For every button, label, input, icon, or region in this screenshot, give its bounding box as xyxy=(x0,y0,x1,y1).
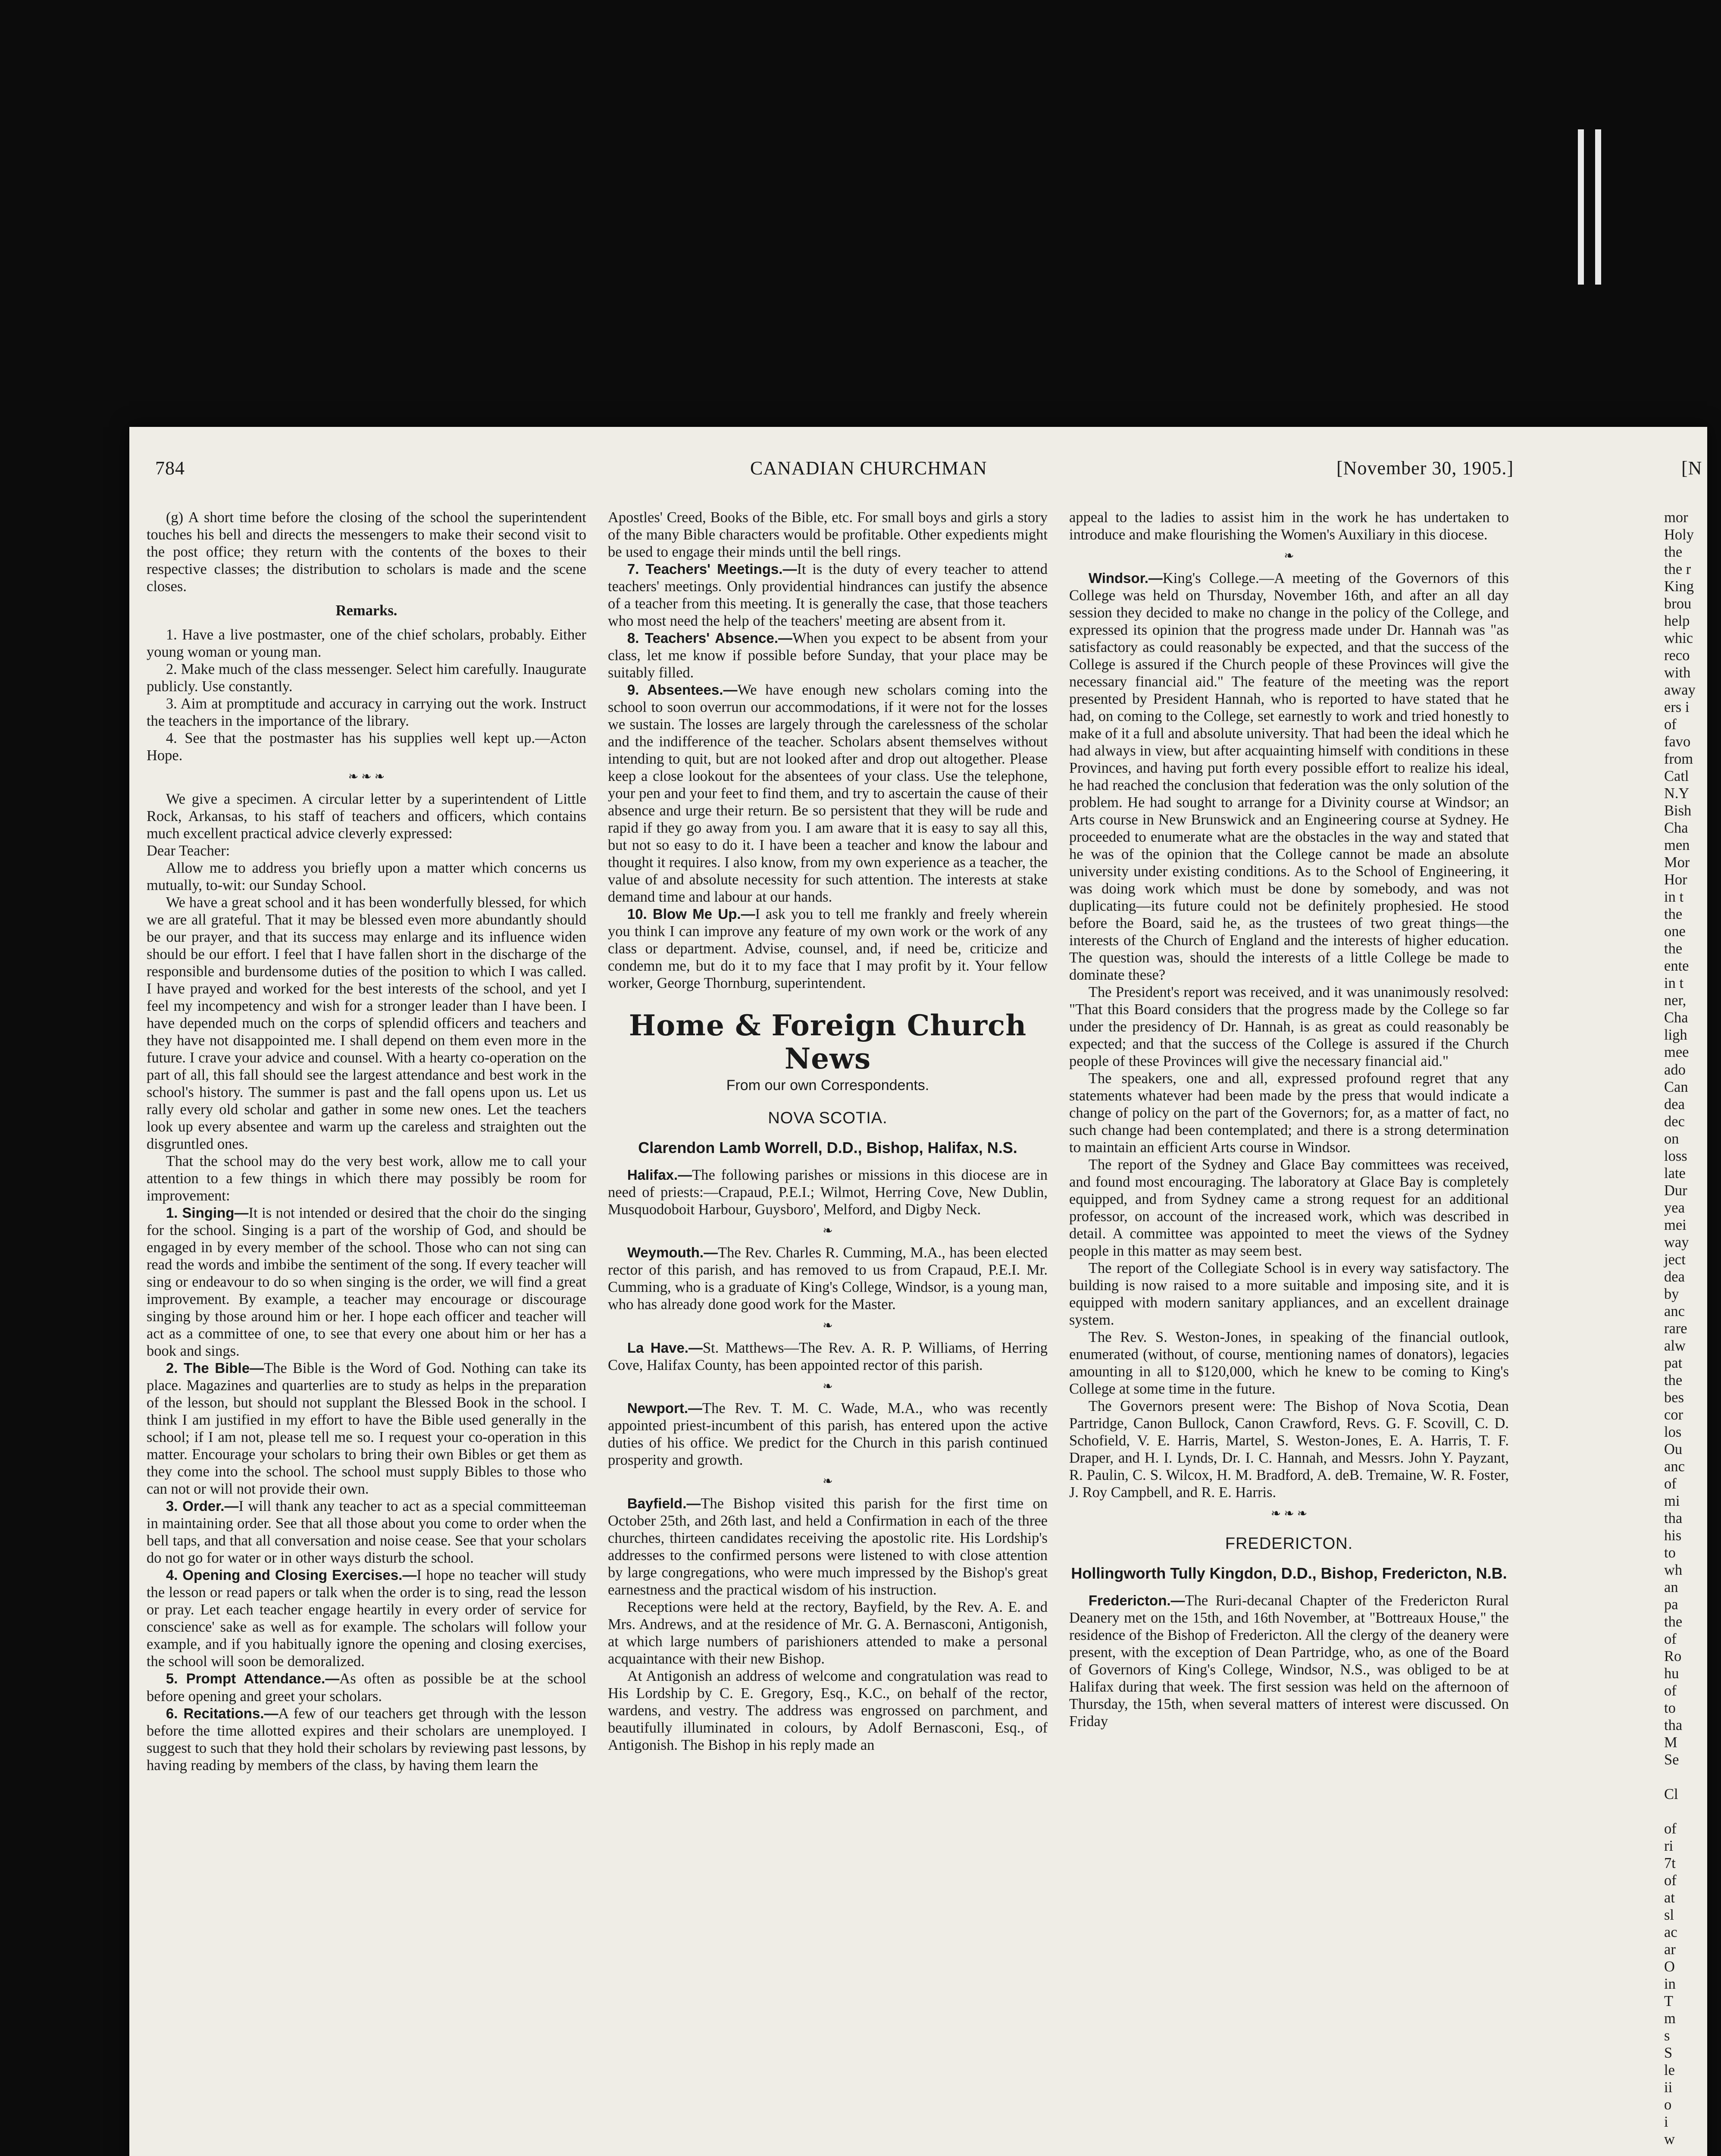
column-2 xyxy=(608,509,1048,1754)
fragment-line: mi xyxy=(1664,1492,1680,1509)
item-title: 9. Absentees.— xyxy=(627,682,738,698)
paragraph: Newport.—The Rev. T. M. C. Wade, M.A., who was recently appointed priest-incumbent of this parish, has entered upon the active duties of his office. We predict for the Church in this parish continued prosperity and growth. xyxy=(608,1400,1048,1469)
item-title: 6. Recitations.— xyxy=(166,1705,278,1721)
fragment-line: loss xyxy=(1664,1147,1687,1164)
fragment-line: Dur xyxy=(1664,1182,1687,1199)
item-title: 3. Order.— xyxy=(166,1498,239,1514)
fragment-line: the xyxy=(1664,906,1683,923)
paragraph: Allow me to address you briefly upon a matter which concerns us mutually, to-wit: our Sunday School. xyxy=(147,859,586,893)
paragraph: 10. Blow Me Up.—I ask you to tell me frankly and freely wherein you think I can improve any feature of my own work or the work of any class or department. Advise, counsel, and, if need be, criticize and condemn me, but do it to my face that I may profit by it. Your fellow worker, George Thornburg, superintendent. xyxy=(608,906,1048,992)
fragment-line: in t xyxy=(1664,975,1684,992)
fragment-line: brou xyxy=(1664,595,1692,612)
fragment-line: dea xyxy=(1664,1096,1685,1112)
fragment-line: mee xyxy=(1664,1044,1689,1061)
fragment-line: to xyxy=(1664,1700,1676,1717)
fragment-line: S xyxy=(1664,2045,1673,2062)
fragment-line: ar xyxy=(1664,1941,1676,1958)
diocese-heading: FREDERICTON. xyxy=(1225,1534,1353,1553)
paragraph: Weymouth.—The Rev. Charles R. Cumming, M.A., has been elected rector of this parish, and has removed to us from Crapaud, P.E.I. Mr. Cumming, who is a graduate of King's College, Windsor, is a young man, who has already done good work for the Master. xyxy=(608,1244,1048,1313)
fragment-line: ers i xyxy=(1664,699,1690,716)
remarks-heading: Remarks. xyxy=(335,602,397,619)
fragment-line: mei xyxy=(1664,1216,1687,1233)
paragraph: Apostles' Creed, Books of the Bible, etc. For small boys and girls a story of the many Bible characters would be profitable. Other expedients might be used to engage their minds until the bell rings. xyxy=(608,509,1048,561)
fragment-line: M xyxy=(1664,1734,1677,1751)
fragment-line: le xyxy=(1664,2062,1675,2079)
fragment-line: anc xyxy=(1664,1303,1685,1319)
fragment-line: men xyxy=(1664,837,1690,854)
fragment-line: pat xyxy=(1664,1354,1683,1371)
newspaper-page xyxy=(129,427,1707,2156)
fragment-line: in xyxy=(1664,1976,1676,1993)
bishop-heading: Clarendon Lamb Worrell, D.D., Bishop, Halifax, N.S. xyxy=(638,1139,1017,1157)
page-header xyxy=(129,457,1707,496)
item-title: Bayfield.— xyxy=(627,1495,701,1511)
ornament: ❧ ❧ ❧ xyxy=(1270,1507,1308,1521)
paragraph: 2. Make much of the class messenger. Select him carefully. Inaugurate publicly. Use constantly. xyxy=(147,661,586,695)
fragment-line: Cha xyxy=(1664,1009,1688,1026)
fragment-line: ado xyxy=(1664,1061,1686,1078)
fragment-line: whic xyxy=(1664,630,1693,647)
fragment-line: m xyxy=(1664,2010,1676,2027)
fragment-line: one xyxy=(1664,923,1686,940)
fragment-line: his xyxy=(1664,1527,1682,1544)
fragment-line: way xyxy=(1664,1234,1689,1250)
fragment-line: of xyxy=(1664,1683,1677,1699)
fragment-line: hu xyxy=(1664,1665,1679,1682)
fragment-line: Bish xyxy=(1664,802,1692,819)
fragment-line: los xyxy=(1664,1423,1682,1440)
paragraph: Receptions were held at the rectory, Bayfield, by the Rev. A. E. and Mrs. Andrews, and at the residence of Mr. G. A. Bernasconi, Antigonish, at which large numbers of parishioners attended to make a personal acquaintance with their new Bishop. xyxy=(608,1598,1048,1667)
fragment-line: yea xyxy=(1664,1199,1685,1216)
fragment-line: O xyxy=(1664,1959,1675,1975)
paragraph: 3. Aim at promptitude and accuracy in carrying out the work. Instruct the teachers in the importance of the library. xyxy=(147,696,586,730)
ornament: ❧ xyxy=(823,1319,833,1333)
fragment-line xyxy=(1664,1768,1707,1786)
fragment-line: in t xyxy=(1664,889,1684,906)
paragraph: Bayfield.—The Bishop visited this parish for the first time on October 25th, and 26th last, and held a Confirmation in each of the three churches, thirteen candidates receiving the apostolic rite. His Lordship's addresses to the confirmed persons were listened to with close attention by large congregations, who were much impressed by the Bishop's great earnestness and the practical wisdom of his instruction. xyxy=(608,1495,1048,1598)
fragment-line: the r xyxy=(1664,561,1691,578)
fragment-line: ri xyxy=(1664,1838,1674,1855)
fragment-line: dec xyxy=(1664,1113,1685,1130)
fragment-line: help xyxy=(1664,613,1690,630)
fragment-line: Se xyxy=(1664,1752,1679,1768)
fragment-line: the xyxy=(1664,940,1683,957)
fragment-line: cor xyxy=(1664,1406,1683,1423)
fragment-line: Catl xyxy=(1664,768,1689,785)
paragraph: La Have.—St. Matthews—The Rev. A. R. P. Williams, of Herring Cove, Halifax County, has been appointed rector of this parish. xyxy=(608,1339,1048,1373)
fragment-line: at xyxy=(1664,1890,1675,1906)
fragment-line: Cl xyxy=(1664,1786,1678,1803)
ornament: ❧ xyxy=(823,1224,833,1238)
paragraph: 7. Teachers' Meetings.—It is the duty of every teacher to attend teachers' meetings. Only providential hindrances can justify the absence of a teacher from this meeting. It is generally the case, that those teachers who most need the help of the teachers' meeting are absent from it. xyxy=(608,561,1048,630)
fragment-line: of xyxy=(1664,1631,1677,1648)
paragraph: 5. Prompt Attendance.—As often as possible be at the school before opening and greet your scholars. xyxy=(147,1670,586,1705)
paragraph: The report of the Collegiate School is in every way satisfactory. The building is now raised to a more suitable and imposing site, and it is equipped with modern sanitary appliances, and an excellent drainage system. xyxy=(1069,1260,1509,1329)
fragment-line: of xyxy=(1664,1475,1677,1492)
paragraph: The report of the Sydney and Glace Bay committees was received, and found most encouraging. The laboratory at Glace Bay is completely equipped, and from Sydney came a strong request for an additional professor, on account of the increased work, which was described in detail. A committee was appointed to meet the views of the Sydney people in this matter as may seem best. xyxy=(1069,1156,1509,1260)
fragment-line: alw xyxy=(1664,1337,1686,1354)
paragraph: 4. Opening and Closing Exercises.—I hope no teacher will study the lesson or read papers or talk when the order is to sing, read the lesson or pray. Let each teacher engage heartily in every order of service for conscience' sake as well as for example. The scholars will follow your example, and if you habitually ignore the opening and closing exercises, the school will soon be demoralized. xyxy=(147,1567,586,1670)
item-title: 2. The Bible— xyxy=(166,1360,264,1376)
fragment-line: dea xyxy=(1664,1268,1685,1285)
fragment-line: Cha xyxy=(1664,820,1688,837)
fragment-line: Holy xyxy=(1664,526,1694,543)
paragraph: 4. See that the postmaster has his supplies well kept up.—Acton Hope. xyxy=(147,730,586,764)
paragraph: 2. The Bible—The Bible is the Word of God. Nothing can take its place. Magazines and quarterlies are to study as helps in the preparation of the lesson, but should not supplant the Blessed Book in the school. I think I am justified in my effort to have the Bible used generally in the school; if I am not, please tell me so. I request your co-operation in this matter. Encourage your scholars to bring their own Bibles or get them as they come into the school. The school must supply Bibles to those who can not or will not provide their own. xyxy=(147,1360,586,1498)
fragment-line: the xyxy=(1664,1614,1683,1630)
fragment-line: tha xyxy=(1664,1510,1683,1526)
fragment-line: ac xyxy=(1664,1924,1677,1941)
fragment-line: reco xyxy=(1664,647,1690,664)
next-page-column-fragment xyxy=(1664,509,1707,2148)
item-title: 4. Opening and Closing Exercises.— xyxy=(166,1567,417,1583)
ornament: ❧ xyxy=(823,1379,833,1393)
paragraph: We have a great school and it has been wonderfully blessed, for which we are all grateful. That it may be blessed even more abundantly should be our prayer, and that its success may enlarge and its influence widen should be our effort. I feel that I have fallen short in the discharge of the responsible and burdensome duties of the position to which I was called. I have prayed and worked for the best interests of the school, and yet I feel my incompetency and wish for a stronger leader than I have been. I have depended much on the corps of splendid officers and teachers and they have not disappointed me. I shall depend on them even more in the future. I crave your advice and counsel. With a hearty co-operation on the part of all, this fall should see the largest attendance and best work in the school's history. The summer is past and the fall opens upon us. Let us rally every old scholar and gather in some new ones. Let the teachers look up every absentee and warm up the careless and straighten out the disgruntled ones. xyxy=(147,894,586,1152)
news-section-title: Home & Foreign Church News xyxy=(629,1009,1027,1075)
fragment-line: ii xyxy=(1664,2079,1673,2096)
fragment-line: rare xyxy=(1664,1320,1687,1337)
fragment-line: s xyxy=(1664,2028,1670,2044)
fragment-line: ligh xyxy=(1664,1027,1687,1044)
paragraph: Windsor.—King's College.—A meeting of the Governors of this College was held on Thursday, November 16th, and after an all day session they decided to make no change in the policy of the College, and expressed its opinion that the progress made under Dr. Hannah was "as satisfactory as could reasonably be expected, and that the success of the College is assured if the Church people of these Provinces will give the necessary financial aid." The feature of the meeting was the report presented by President Hannah, who is reported to have stated that he had, on coming to the College, set earnestly to work and tried honestly to make of it a full and absolute university. That had been the ideal which he had always in view, but after acquainting himself with conditions in these Provinces, and having put forth every possible effort to realize his ideal, he had reached the conclusion that federation was the only solution of the problem. He had sought to arrange for a Divinity course at Windsor; an Arts course in New Brunswick and an Engineering course at Sydney. He proceeded to enumerate what are the obstacles in the way and stated that he was of the opinion that the College cannot be made an absolute university under existing conditions. As to the School of Engineering, it was doing work which must be done by somebody, and was not duplicating—its future could not be definitely prophesied. He stood before the Board, said he, as the trustees of two great things—the interests of the Church of England and the interests of higher education. The question was, should the interests of a little College be made to dominate these? xyxy=(1069,570,1509,983)
fragment-line: Hor xyxy=(1664,871,1687,888)
item-title: 1. Singing— xyxy=(166,1205,249,1221)
fragment-line: of xyxy=(1664,716,1677,733)
ornament: ❧ xyxy=(823,1475,833,1489)
item-title: Fredericton.— xyxy=(1088,1592,1185,1608)
fragment-line: favo xyxy=(1664,733,1691,750)
fragment-line: w xyxy=(1664,2131,1675,2148)
item-title: Windsor.— xyxy=(1088,570,1163,586)
fragment-line: late xyxy=(1664,1165,1686,1181)
paragraph: appeal to the ladies to assist him in the work he has undertaken to introduce and make flourishing the Women's Auxiliary in this diocese. xyxy=(1069,509,1509,543)
fragment-line: ner, xyxy=(1664,992,1687,1009)
next-page-fragment: [N xyxy=(1681,458,1702,479)
bishop-heading: Hollingworth Tully Kingdon, D.D., Bishop, Fredericton, N.B. xyxy=(1071,1564,1507,1582)
fragment-line: from xyxy=(1664,751,1693,768)
ornament: ❧ xyxy=(1284,549,1294,563)
fragment-line: with xyxy=(1664,664,1691,681)
paragraph: 1. Singing—It is not intended or desired that the choir do the singing for the school. Singing is a part of the worship of God, and should be engaged in by every member of the school. Those who can not sing can read the words and imbibe the sentiment of the song. If every teacher will sing or endeavour to do so when singing is the order, we will find a great improvement. By example, a teacher may encourage or discourage singing by those around him or her. I hope each officer and teacher will act as a committee of one, to see that every one about him or her has a book and sings. xyxy=(147,1205,586,1360)
item-title: 10. Blow Me Up.— xyxy=(627,906,755,922)
paragraph: 9. Absentees.—We have enough new scholars coming into the school to soon overrun our accommodations, if it were not for the losses we sustain. The losses are largely through the carelessness of the scholar and the indifference of the teacher. Scholars absent themselves without intending to quit, but are not looked after and drop out altogether. Please keep a close lookout for the absentees of your class. Use the telephone, your pen and your feet to find them, and try to ascertain the cause of their absence and urge their return. Be so persistent that they will be rude and rapid if they go away from you. I am aware that it is easy to say all this, but not so easy to do it. I have been a teacher and know the labour and thought it requires. I also know, from my own experience as a teacher, the value of and absolute necessity for such attention. The interests at stake demand time and labour at our hands. xyxy=(608,682,1048,906)
fragment-line: ente xyxy=(1664,958,1689,975)
fragment-line: sl xyxy=(1664,1907,1674,1924)
paragraph: 3. Order.—I will thank any teacher to act as a special committeeman in maintaining order. See that all those about you come to order when the bell taps, and that all conversation and noise cease. See that your scholars do not go for water or in other ways disturb the school. xyxy=(147,1498,586,1567)
paragraph: 1. Have a live postmaster, one of the chief scholars, probably. Either young woman or young man. xyxy=(147,627,586,661)
item-title: Weymouth.— xyxy=(627,1244,718,1261)
news-section-subtitle: From our own Correspondents. xyxy=(726,1077,929,1094)
fragment-line: on xyxy=(1664,1130,1679,1147)
diocese-heading: NOVA SCOTIA. xyxy=(768,1109,888,1127)
fragment-line: N.Y xyxy=(1664,785,1690,802)
paragraph: The President's report was received, and it was unanimously resolved: "That this Board considers that the progress made by the College so far under the presidency of Dr. Hannah, is as great as could reasonably be expected; and that the success of the College is assured if the Church people of these Provinces will give the necessary financial aid." xyxy=(1069,984,1509,1069)
fragment-line: bes xyxy=(1664,1389,1684,1406)
fragment-line: of xyxy=(1664,1872,1677,1889)
fragment-line xyxy=(1664,1803,1707,1820)
fragment-line: King xyxy=(1664,578,1694,595)
paragraph: The speakers, one and all, expressed profound regret that any statements whatever had been made by the press that would indicate a change of policy on the part of the Governors; for, as a matter of fact, no such change had been contemplated; and there is a strong determination to maintain an efficient Arts course in Windsor. xyxy=(1069,1070,1509,1156)
fragment-line: by xyxy=(1664,1285,1679,1302)
column-3 xyxy=(1069,509,1509,1730)
paragraph: (g) A short time before the closing of the school the superintendent touches his bell and directs the messengers to make their second visit to the post office; they return with the contents of the boxes to their respective classes; the distribution to scholars is made and the scene closes. xyxy=(147,509,586,595)
fragment-line: away xyxy=(1664,682,1696,699)
paragraph: At Antigonish an address of welcome and congratulation was read to His Lordship by C. E. Gregory, Esq., K.C., on behalf of the rector, wardens, and vestry. The address was engrossed on parchment, and beautifully illuminated in colours, by Adolf Bernasconi, Esq., of Antigonish. The Bishop in his reply made an xyxy=(608,1668,1048,1754)
fragment-line: an xyxy=(1664,1579,1678,1595)
paragraph: Dear Teacher: xyxy=(147,842,230,859)
fragment-line: Can xyxy=(1664,1078,1688,1095)
fragment-line: pa xyxy=(1664,1596,1678,1613)
fragment-line: o xyxy=(1664,2096,1672,2113)
item-title: 5. Prompt Attendance.— xyxy=(166,1670,340,1687)
fragment-line: Ou xyxy=(1664,1441,1683,1457)
paragraph: Fredericton.—The Ruri-decanal Chapter of the Fredericton Rural Deanery met on the 15th, and 16th November, at "Bottreaux House," the residence of the Bishop of Fredericton. All the clergy of the deanery were present, with the exception of Dean Partridge, who, as one of the Board of Governors of King's College, Windsor, N.S., was obliged to be at Halifax during that week. The first session was held on the afternoon of Thursday, the 15th, when several matters of interest were discussed. On Friday xyxy=(1069,1592,1509,1730)
paragraph: Halifax.—The following parishes or missions in this diocese are in need of priests:—Crapaud, P.E.I.; Wilmot, Herring Cove, New Dublin, Musquodoboit Harbour, Guysboro', Melford, and Digby Neck. xyxy=(608,1166,1048,1218)
paragraph: We give a specimen. A circular letter by a superintendent of Little Rock, Arkansas, to his staff of teachers and officers, which contains much excellent practical advice cleverly expressed: xyxy=(147,790,586,842)
paragraph: The Rev. S. Weston-Jones, in speaking of the financial outlook, enumerated (without, of course, mentioning names of donators), legacies amounting in all to $120,000, which he knew to be coming to King's College at some time in the future. xyxy=(1069,1329,1509,1398)
fragment-line: 7t xyxy=(1664,1855,1676,1872)
page-number: 784 xyxy=(155,458,185,479)
paragraph: That the school may do the very best work, allow me to call your attention to a few things in which there may possibly be room for improvement: xyxy=(147,1153,586,1204)
item-title: Halifax.— xyxy=(627,1166,692,1183)
fragment-line: Ro xyxy=(1664,1648,1682,1665)
film-mark xyxy=(1578,129,1584,285)
fragment-line: tha xyxy=(1664,1717,1683,1734)
fragment-line: anc xyxy=(1664,1458,1685,1475)
fragment-line: of xyxy=(1664,1821,1677,1837)
fragment-line: the xyxy=(1664,544,1683,561)
item-title: Newport.— xyxy=(627,1400,703,1416)
fragment-line: to xyxy=(1664,1544,1676,1561)
issue-date: [November 30, 1905.] xyxy=(1336,458,1514,479)
ornament: ❧ ❧ ❧ xyxy=(348,770,385,784)
paragraph: The Governors present were: The Bishop of Nova Scotia, Dean Partridge, Canon Bullock, Canon Crawford, Revs. G. F. Scovill, C. D. Schofield, V. E. Harris, Martel, S. Weston-Jones, E. A. Harris, T. F. Draper, and H. I. Lynds, Dr. I. C. Hannah, and Messrs. John Y. Payzant, R. Paulin, C. S. Wilcox, H. M. Bradford, A. deB. Tremaine, W. R. Foster, J. Roy Campbell, and R. E. Harris. xyxy=(1069,1398,1509,1501)
fragment-line: i xyxy=(1664,2114,1668,2131)
fragment-line: ject xyxy=(1664,1251,1686,1268)
fragment-line: T xyxy=(1664,1993,1674,2010)
item-title: 8. Teachers' Absence.— xyxy=(627,630,792,646)
film-mark xyxy=(1595,129,1601,285)
item-title: La Have.— xyxy=(627,1339,703,1356)
item-title: 7. Teachers' Meetings.— xyxy=(627,561,797,577)
column-1 xyxy=(147,509,586,1774)
fragment-line: mor xyxy=(1664,509,1688,526)
paragraph: 6. Recitations.—A few of our teachers get through with the lesson before the time allotted expires and their scholars are unemployed. I suggest to such that they hold their scholars by reviewing past lessons, by having reading by members of the class, by having them learn the xyxy=(147,1705,586,1774)
fragment-line: the xyxy=(1664,1372,1683,1388)
fragment-line: Mor xyxy=(1664,854,1690,871)
fragment-line: wh xyxy=(1664,1561,1683,1578)
masthead-title: CANADIAN CHURCHMAN xyxy=(750,458,987,479)
paragraph: 8. Teachers' Absence.—When you expect to be absent from your class, let me know if possible before Sunday, that your place may be suitably filled. xyxy=(608,630,1048,681)
